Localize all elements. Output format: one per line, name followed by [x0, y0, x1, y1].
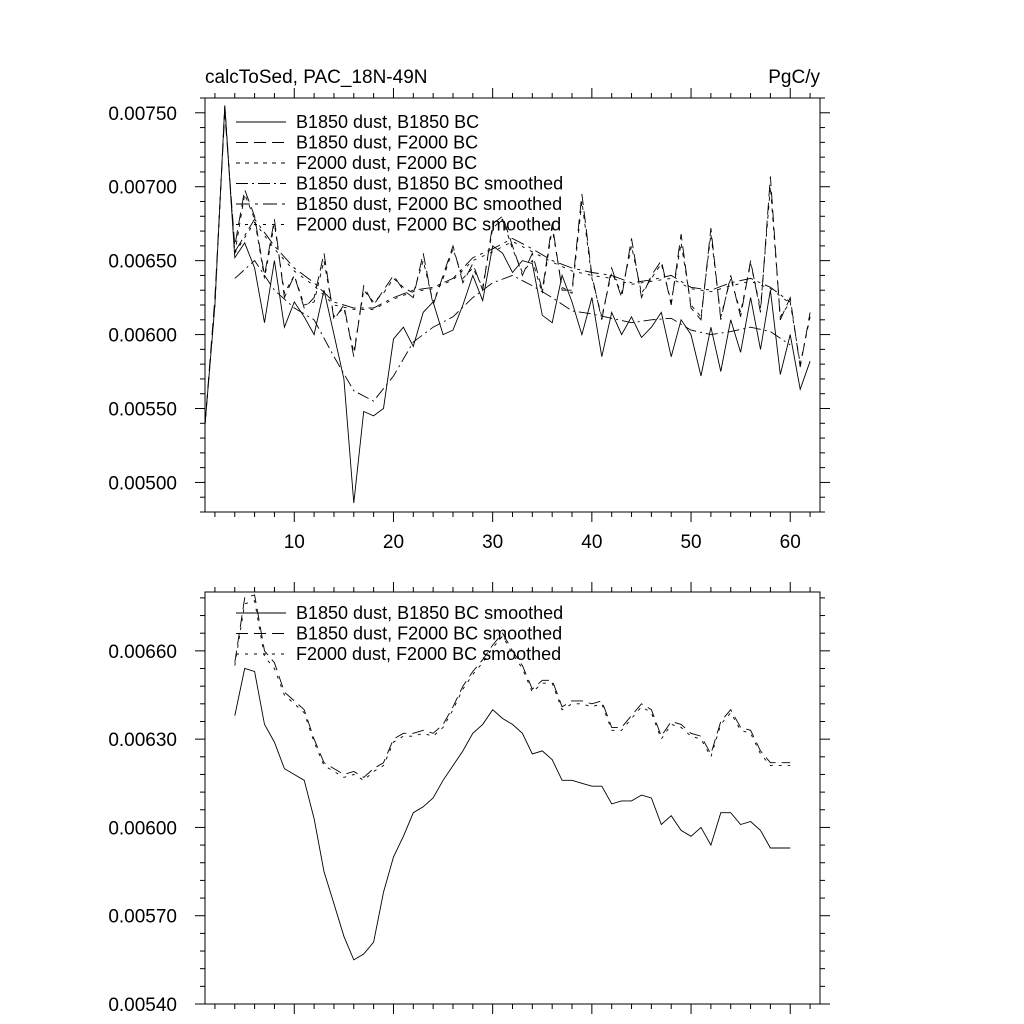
y-tick-label: 0.00660	[108, 641, 177, 663]
x-tick-label: 30	[482, 532, 504, 553]
x-tick-label: 40	[581, 532, 603, 553]
y-tick-label: 0.00650	[108, 251, 177, 273]
legend-label: B1850 dust, B1850 BC	[296, 112, 480, 132]
x-tick-label: 10	[283, 532, 305, 553]
y-tick-label: 0.00500	[108, 473, 177, 495]
legend-label: B1850 dust, B1850 BC smoothed	[296, 173, 564, 194]
y-tick-label: 0.00600	[108, 818, 177, 840]
legend-label: B1850 dust, B1850 BC smoothed	[296, 603, 564, 623]
y-tick-label: 0.00600	[108, 325, 177, 347]
y-tick-label: 0.00630	[108, 730, 177, 752]
legend-label: F2000 dust, F2000 BC	[296, 153, 478, 173]
series-line-1	[235, 669, 790, 960]
x-tick-label: 50	[680, 532, 702, 553]
legend-label: F2000 dust, F2000 BC smoothed	[296, 214, 562, 235]
y-tick-label: 0.00700	[108, 177, 177, 199]
y-tick-label: 0.00550	[108, 399, 177, 421]
legend-label: F2000 dust, F2000 BC smoothed	[296, 644, 562, 664]
legend	[236, 603, 563, 664]
legend-label: B1850 dust, F2000 BC	[296, 132, 479, 153]
legend-label: B1850 dust, F2000 BC smoothed	[296, 194, 563, 214]
y-tick-label: 0.00570	[108, 906, 177, 928]
x-tick-label: 20	[382, 532, 405, 553]
x-tick-label: 60	[779, 532, 801, 553]
y-tick-label: 0.00750	[108, 103, 177, 125]
y-tick-label: 0.00540	[108, 995, 177, 1016]
chart-panel-2	[108, 582, 830, 1016]
chart-panel-1	[108, 67, 830, 553]
chart-title: calcToSed, PAC_18N-49N	[205, 67, 428, 88]
units-label: PgC/y	[768, 67, 820, 88]
legend	[236, 112, 563, 235]
legend-label: B1850 dust, F2000 BC smoothed	[296, 623, 563, 644]
